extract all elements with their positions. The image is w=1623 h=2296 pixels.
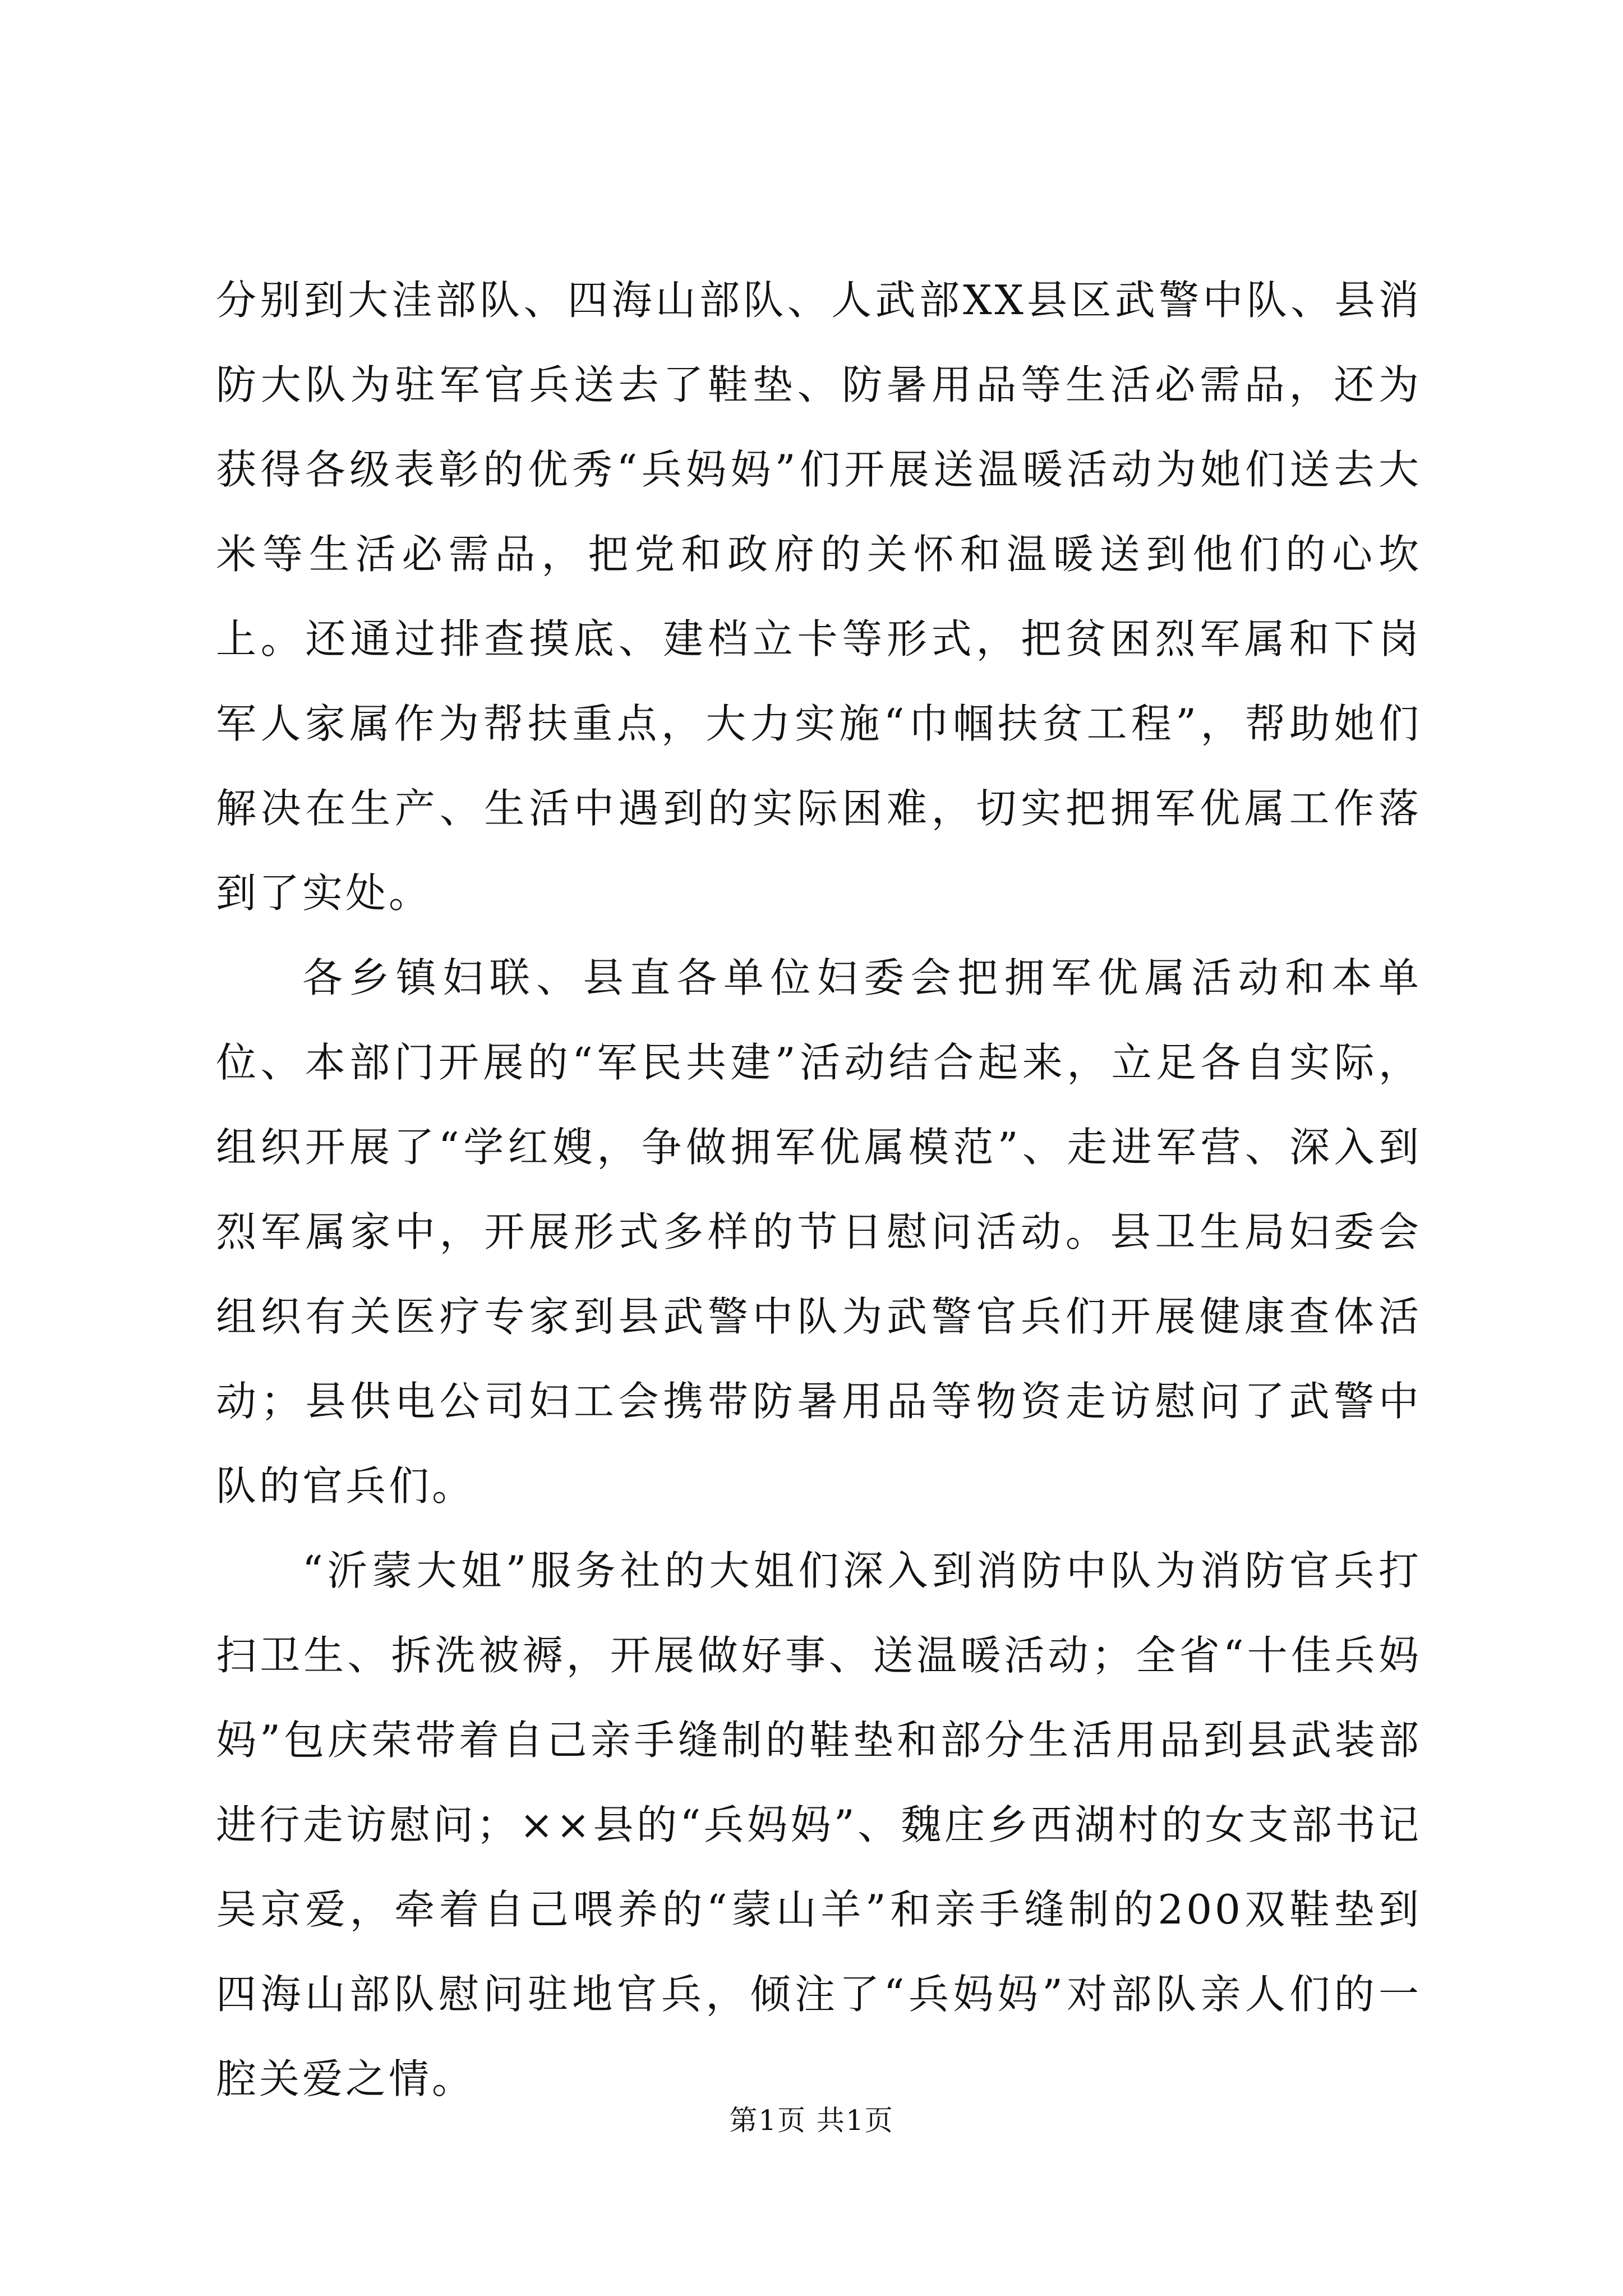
- document-body: [216, 258, 1422, 2122]
- paragraph-1: 分别到大洼部队、四海山部队、人武部XX县区武警中队、县消防大队为驻军官兵送去了鞋垫、防暑用品等生活必需品，还为获得各级表彰的优秀“兵妈妈”们开展送温暖活动为她们送去大米等生活必需品，把党和政府的关怀和温暖送到他们的心坎上。还通过排查摸底、建档立卡等形式，把贫困烈军属和下岗军人家属作为帮扶重点，大力实施“巾帼扶贫工程”，帮助她们解决在生产、生活中遇到的实际困难，切实把拥军优属工作落到了实处。: [216, 277, 1422, 917]
- paragraph-3: “沂蒙大姐”服务社的大姐们深入到消防中队为消防官兵打扫卫生、拆洗被褥，开展做好事、送温暖活动；全省“十佳兵妈妈”包庆荣带着自己亲手缝制的鞋垫和部分生活用品到县武装部进行走访慰问；××县的“兵妈妈”、魏庄乡西湖村的女支部书记吴京爱，牵着自己喂养的“蒙山羊”和亲手缝制的200双鞋垫到四海山部队慰问驻地官兵，倾注了“兵妈妈”对部队亲人们的一腔关爱之情。: [216, 1547, 1422, 2102]
- paragraph-2: 各乡镇妇联、县直各单位妇委会把拥军优属活动和本单位、本部门开展的“军民共建”活动结合起来，立足各自实际，组织开展了“学红嫂，争做拥军优属模范”、走进军营、深入到烈军属家中，开展形式多样的节日慰问活动。县卫生局妇委会组织有关医疗专家到县武警中队为武警官兵们开展健康查体活动；县供电公司妇工会携带防暑用品等物资走访慰问了武警中队的官兵们。: [216, 954, 1422, 1510]
- page-footer: 第1页 共1页: [729, 2104, 894, 2137]
